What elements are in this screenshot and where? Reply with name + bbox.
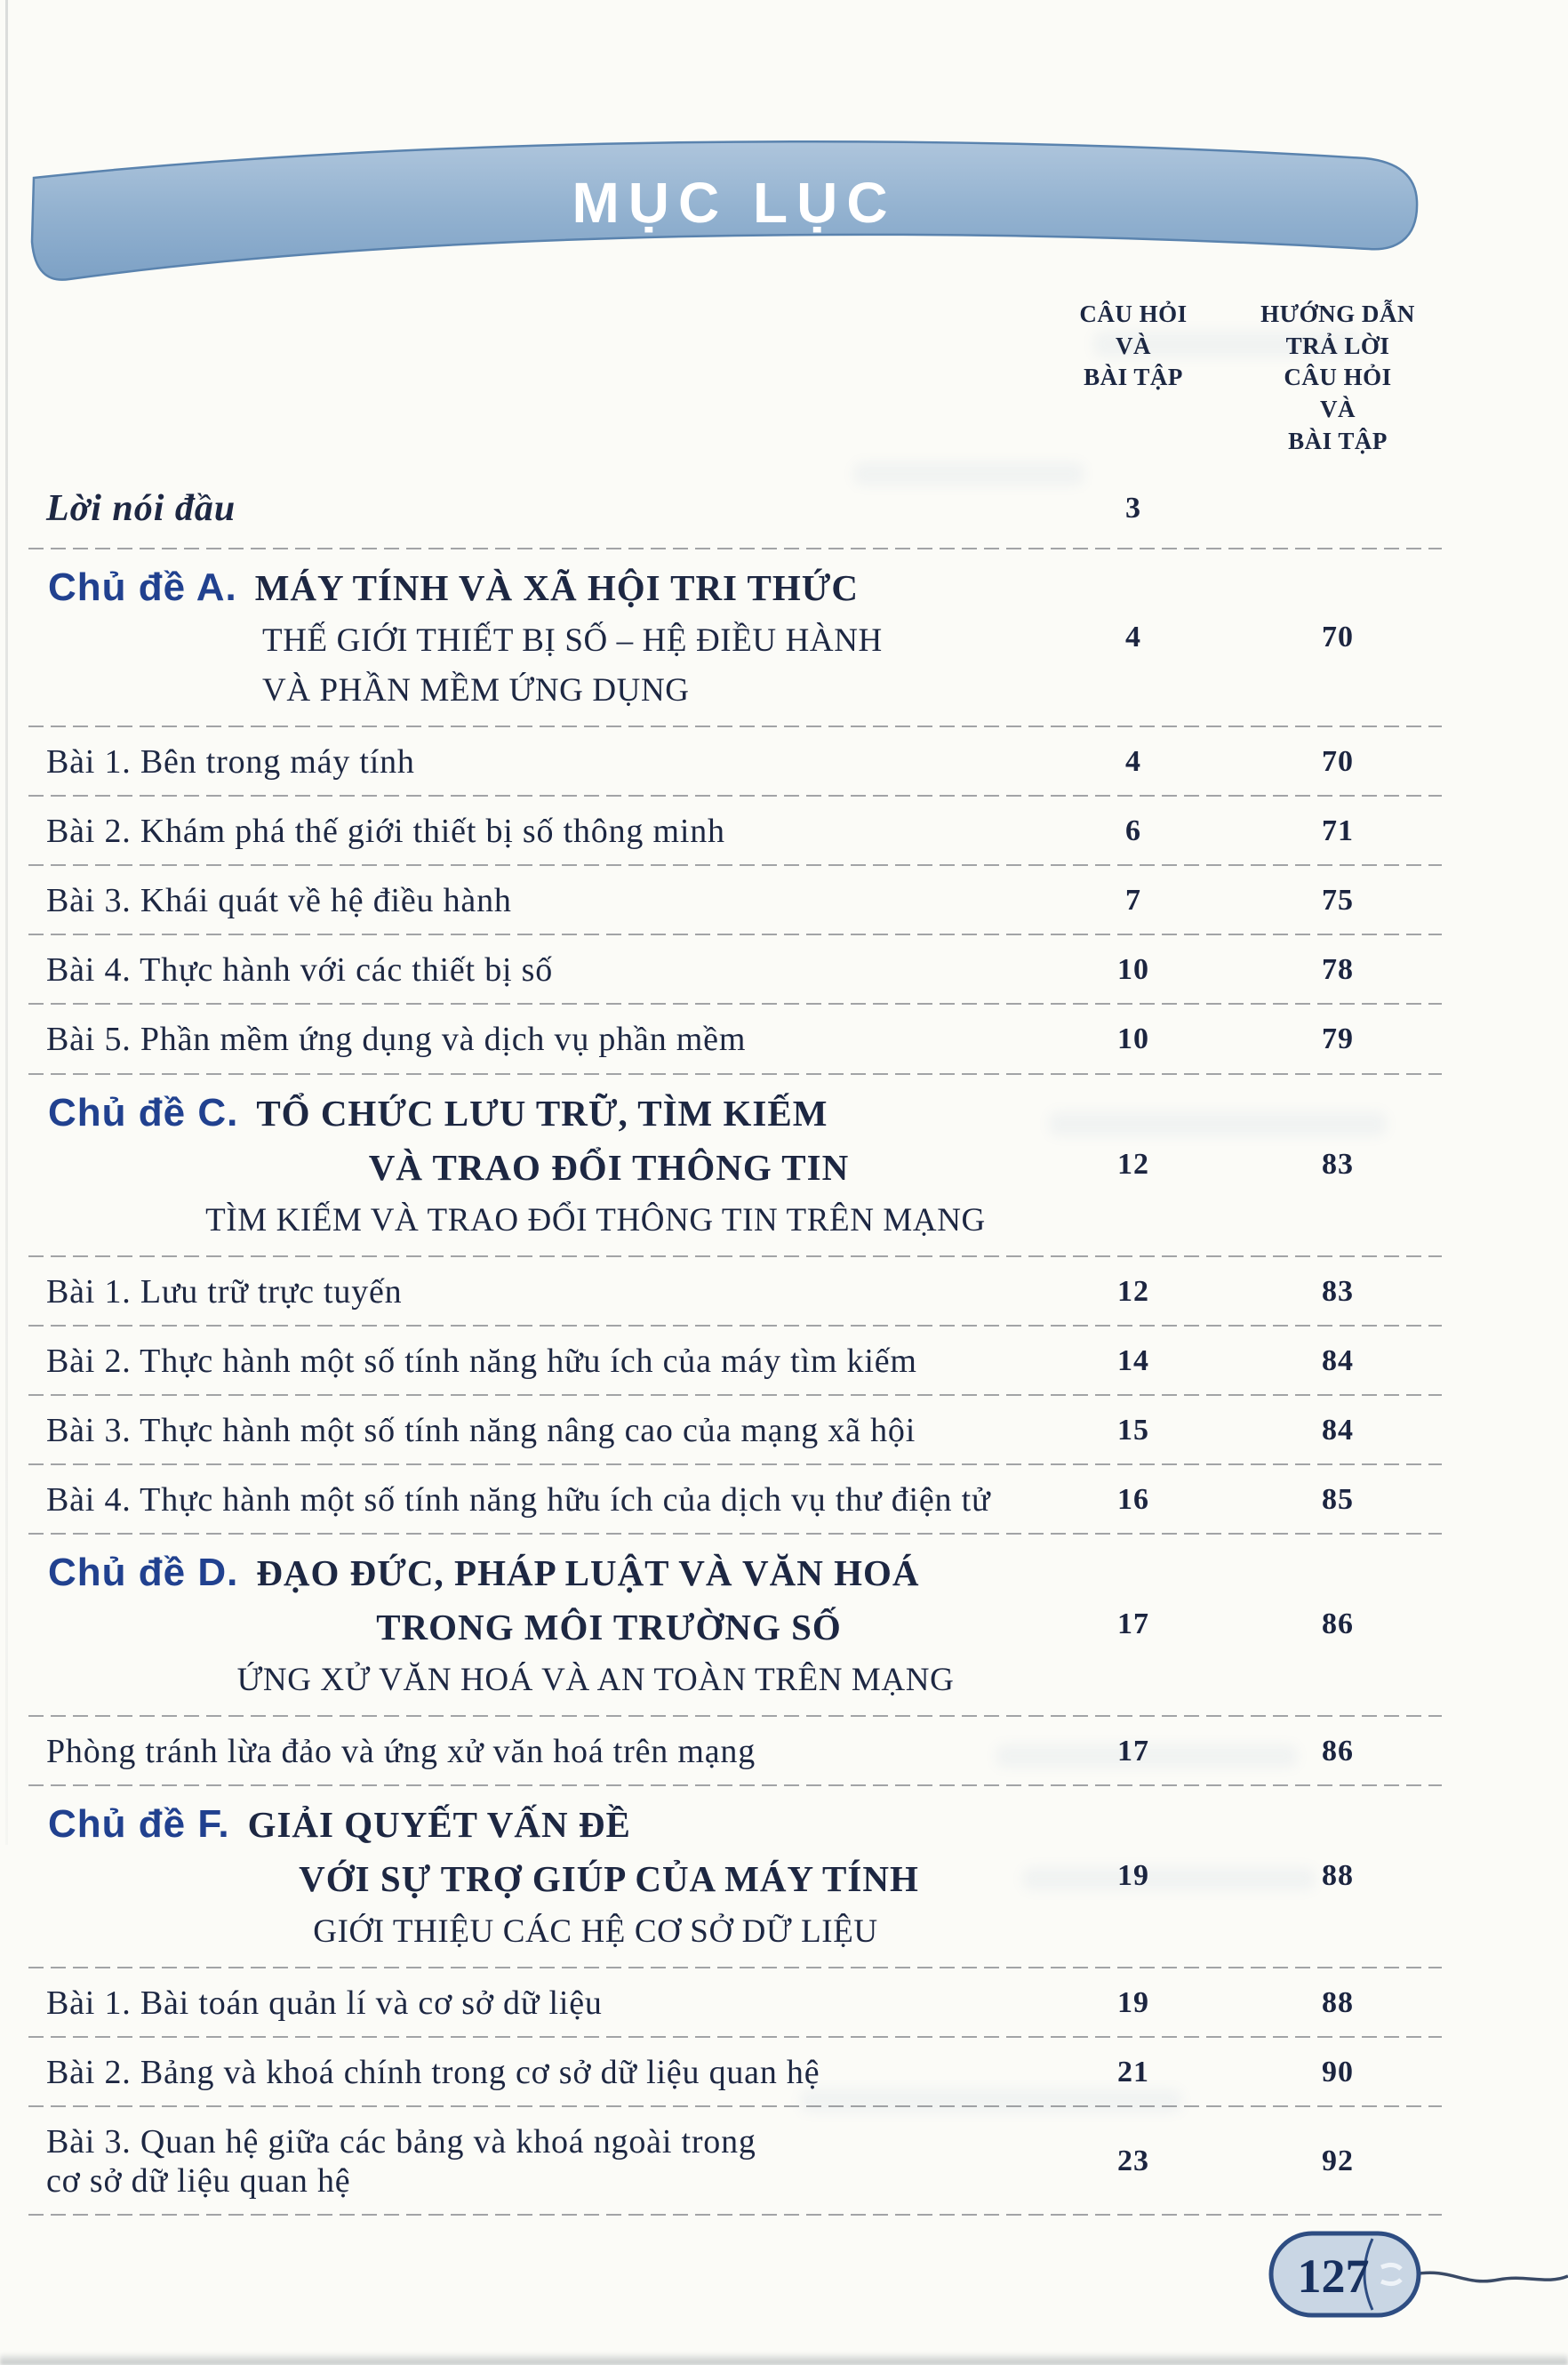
page-ref: 85: [1322, 1482, 1354, 1516]
page-ref: 86: [1322, 1607, 1354, 1641]
page-ref: 88: [1322, 1985, 1354, 2019]
toc-row-preface: [36, 473, 1440, 549]
page-scan-edge: [5, 0, 8, 1845]
page-ref: 75: [1322, 884, 1354, 918]
page-ref: 88: [1322, 1859, 1354, 1893]
page-ref: 3: [1125, 492, 1141, 525]
page-ref: 83: [1322, 1274, 1354, 1308]
page-ref: 23: [1117, 2145, 1149, 2178]
lesson-title: Bài 4. Thực hành một số tính năng hữu ích của dịch vụ thư điện tử: [46, 1480, 991, 1519]
page-ref: 10: [1117, 1022, 1149, 1056]
page-ref: 90: [1322, 2056, 1354, 2089]
chapter-title: TỔ CHỨC LƯU TRỮ, TÌM KIẾM: [256, 1092, 828, 1134]
page-ref: 6: [1125, 814, 1141, 848]
lesson-title: Bài 2. Bảng và khoá chính trong cơ sở dữ liệu quan hệ: [46, 2053, 820, 2091]
page-ref: 12: [1117, 1274, 1149, 1308]
page-ref: 15: [1117, 1413, 1149, 1447]
page-ref: 84: [1322, 1413, 1354, 1447]
toc-row-lesson: [36, 1465, 1440, 1535]
toc-row-lesson: [36, 866, 1440, 935]
toc-row-lesson: [36, 1257, 1440, 1327]
chapter-title: MÁY TÍNH VÀ XÃ HỘI TRI THỨC: [254, 567, 859, 609]
column-header-line: BÀI TẬP: [1084, 364, 1183, 391]
chapter-title: VỚI SỰ TRỢ GIÚP CỦA MÁY TÍNH: [299, 1857, 919, 1899]
page-ref: 16: [1117, 1482, 1149, 1516]
page-ref: 19: [1117, 1985, 1149, 2019]
page-number: 127: [1297, 2249, 1370, 2303]
lesson-title-line2: cơ sở dữ liệu quan hệ: [46, 2162, 351, 2201]
chapter-label: Chủ đề C.: [48, 1090, 239, 1134]
page-ref: 19: [1117, 1859, 1149, 1893]
chapter-subtitle: THẾ GIỚI THIẾT BỊ SỐ – HỆ ĐIỀU HÀNH: [262, 622, 883, 660]
toc-row-lesson: [36, 1005, 1440, 1074]
page-ref: 14: [1117, 1343, 1149, 1377]
toc-row-chapter-f: [36, 1786, 1440, 1968]
toc-row-lesson: [36, 1968, 1440, 2038]
lesson-title: Bài 1. Lưu trữ trực tuyến: [46, 1272, 403, 1311]
chapter-subtitle: TÌM KIẾM VÀ TRAO ĐỔI THÔNG TIN TRÊN MẠNG: [205, 1201, 986, 1239]
page-ref: 70: [1322, 621, 1354, 654]
chapter-label: Chủ đề D.: [48, 1550, 239, 1594]
title-banner: [23, 108, 1436, 286]
page-ref: 17: [1117, 1734, 1149, 1768]
toc-row-lesson: [36, 727, 1440, 797]
toc-row-lesson: [36, 1327, 1440, 1396]
toc-row-lesson: [36, 1717, 1440, 1786]
toc-header-row: [36, 286, 1440, 473]
chapter-subtitle: GIỚI THIỆU CÁC HỆ CƠ SỞ DỮ LIỆU: [313, 1912, 878, 1950]
column-header-questions: [1031, 299, 1236, 394]
lesson-title: Bài 1. Bên trong máy tính: [46, 743, 415, 782]
lesson-title: Bài 1. Bài toán quản lí và cơ sở dữ liệu: [46, 1984, 603, 2022]
column-header-line: TRẢ LỜI: [1285, 332, 1390, 359]
page-bottom-shadow: [0, 2353, 1568, 2365]
lesson-title: Bài 3. Khái quát về hệ điều hành: [46, 882, 512, 920]
toc-row-lesson: [36, 935, 1440, 1005]
toc-row-chapter-c: [36, 1075, 1440, 1257]
chapter-title: TRONG MÔI TRƯỜNG SỐ: [376, 1606, 842, 1647]
chapter-label: Chủ đề A.: [48, 565, 237, 610]
page-ref: 4: [1125, 745, 1141, 779]
toc-row-chapter-d: [36, 1535, 1440, 1717]
lesson-title: Phòng tránh lừa đảo và ứng xử văn hoá trên mạng: [46, 1732, 756, 1770]
page-ref: 70: [1322, 745, 1354, 779]
lesson-title: Bài 3. Quan hệ giữa các bảng và khoá ngoài trong: [46, 2123, 756, 2161]
column-header-line: VÀ: [1116, 332, 1151, 359]
chapter-title: ĐẠO ĐỨC, PHÁP LUẬT VÀ VĂN HOÁ: [256, 1551, 920, 1593]
preface-title: Lời nói đầu: [46, 488, 236, 530]
toc-row-lesson: [36, 1396, 1440, 1465]
page-ref: 21: [1117, 2056, 1149, 2089]
toc-table: [36, 286, 1440, 2216]
toc-row-chapter-a: [36, 549, 1440, 727]
page-ref: 84: [1322, 1343, 1354, 1377]
column-header-line: BÀI TẬP: [1288, 427, 1388, 454]
page-ref: 83: [1322, 1148, 1354, 1182]
page-title: MỤC LỤC: [572, 171, 897, 235]
page-number-mouse-badge: [1252, 2216, 1568, 2340]
chapter-subtitle: ỨNG XỬ VĂN HOÁ VÀ AN TOÀN TRÊN MẠNG: [236, 1661, 955, 1698]
lesson-title: Bài 2. Khám phá thế giới thiết bị số thông minh: [46, 813, 725, 851]
chapter-title: GIẢI QUYẾT VẤN ĐỀ: [247, 1803, 631, 1845]
toc-row-lesson: [36, 797, 1440, 866]
lesson-title: Bài 4. Thực hành với các thiết bị số: [46, 951, 554, 990]
page-ref: 10: [1117, 953, 1149, 987]
page-ref: 92: [1322, 2145, 1354, 2178]
page-ref: 78: [1322, 953, 1354, 987]
page-ref: 7: [1125, 884, 1141, 918]
page-ref: 79: [1322, 1022, 1354, 1056]
page-ref: 86: [1322, 1734, 1354, 1768]
mouse-cord: [1413, 2273, 1568, 2281]
page-ref: 4: [1125, 621, 1141, 654]
chapter-subtitle: VÀ PHẦN MỀM ỨNG DỤNG: [262, 672, 690, 710]
toc-row-lesson-two-line: [36, 2107, 1440, 2216]
page-ref: 12: [1117, 1148, 1149, 1182]
lesson-title: Bài 2. Thực hành một số tính năng hữu ích của máy tìm kiếm: [46, 1342, 917, 1380]
page-ref: 17: [1117, 1607, 1149, 1641]
column-header-answer-guide: [1236, 299, 1440, 457]
page-ref: 71: [1322, 814, 1354, 848]
chapter-label: Chủ đề F.: [48, 1801, 230, 1846]
lesson-title: Bài 3. Thực hành một số tính năng nâng cao của mạng xã hội: [46, 1411, 916, 1449]
column-header-line: CÂU HỎI: [1284, 364, 1392, 391]
column-header-line: VÀ: [1320, 395, 1356, 422]
chapter-title: VÀ TRAO ĐỔI THÔNG TIN: [368, 1146, 850, 1188]
lesson-title: Bài 5. Phần mềm ứng dụng và dịch vụ phần mềm: [46, 1021, 747, 1059]
column-header-line: CÂU HỎI: [1079, 301, 1188, 327]
column-header-line: HƯỚNG DẪN: [1260, 301, 1415, 327]
toc-row-lesson: [36, 2038, 1440, 2107]
